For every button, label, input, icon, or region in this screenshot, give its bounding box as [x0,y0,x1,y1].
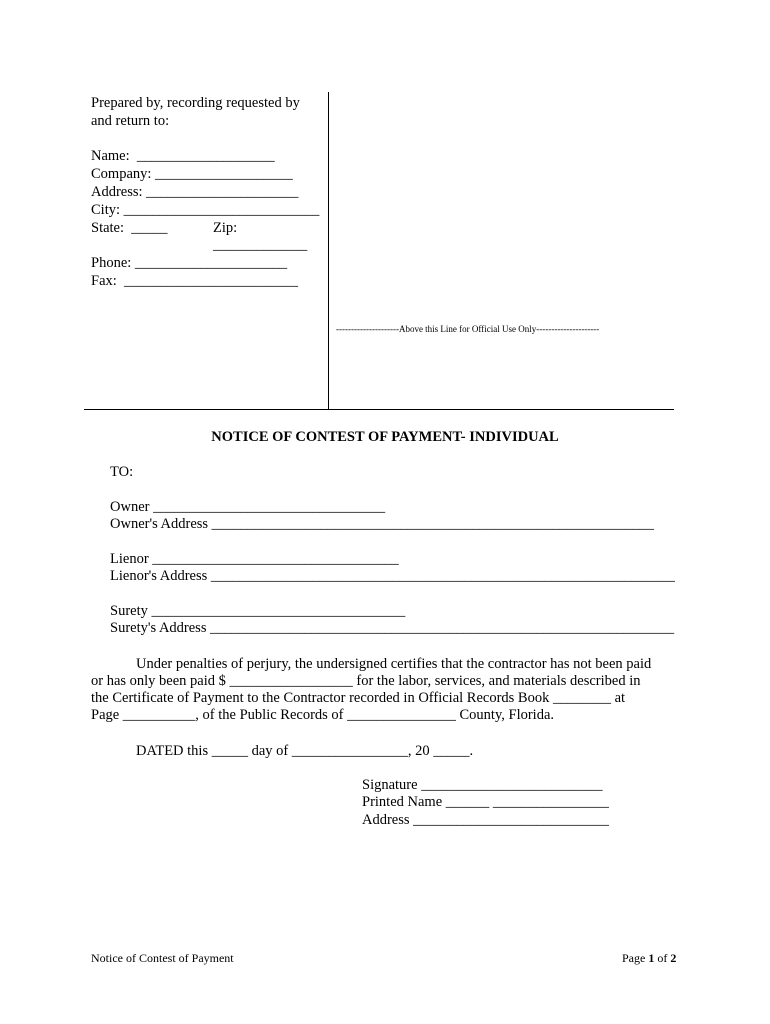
address-field: Address: _____________________ [91,184,299,200]
zip-field: _____________ [213,237,308,253]
to-label: TO: [110,464,134,480]
page-total: 2 [670,951,677,965]
lienor-field: Lienor __________________________________ [110,551,399,567]
zip-label: Zip: [213,220,238,236]
footer-page-number [622,949,676,967]
state-field: State: _____ [91,220,168,236]
surety-field: Surety ___________________________________ [110,603,406,619]
body-line-1: Under penalties of perjury, the undersigned certifies that the contractor has not been paid [136,656,652,672]
body-line-2: or has only been paid $ _________________ for the labor, services, and materials described in [91,673,641,689]
dated-line: DATED this _____ day of ________________, 20 _____. [136,743,474,759]
fax-field: Fax: ________________________ [91,273,299,289]
page-of: of [657,951,668,965]
signature-field: Signature _________________________ [362,777,603,793]
header-divider-horizontal [84,409,674,410]
body-line-4: Page __________, of the Public Records of _______________ County, Florida. [91,707,555,723]
company-field: Company: ___________________ [91,166,293,182]
document-title: NOTICE OF CONTEST OF PAYMENT- INDIVIDUAL [211,429,559,445]
lienor-address-field: Lienor's Address ________________________________________________________________ [110,568,675,584]
prepared-by-line2: and return to: [91,113,170,129]
city-field: City: ___________________________ [91,202,320,218]
official-use-notice: ---------------------Above this Line for Official Use Only--------------------- [336,324,600,334]
page-word: Page [622,951,646,965]
owner-address-field: Owner's Address _____________________________________________________________ [110,516,654,532]
page-current: 1 [648,951,655,965]
footer-document-name: Notice of Contest of Payment [91,951,234,965]
body-line-3: the Certificate of Payment to the Contractor recorded in Official Records Book ________ at [91,690,626,706]
prepared-by-line1: Prepared by, recording requested by [91,95,300,111]
signer-address-field: Address ___________________________ [362,812,609,828]
surety-address-field: Surety's Address ________________________________________________________________ [110,620,675,636]
printed-name-field: Printed Name ______ ________________ [362,794,609,810]
header-divider-vertical [328,92,329,410]
name-field: Name: ___________________ [91,148,275,164]
phone-field: Phone: _____________________ [91,255,288,271]
owner-field: Owner ________________________________ [110,499,386,515]
